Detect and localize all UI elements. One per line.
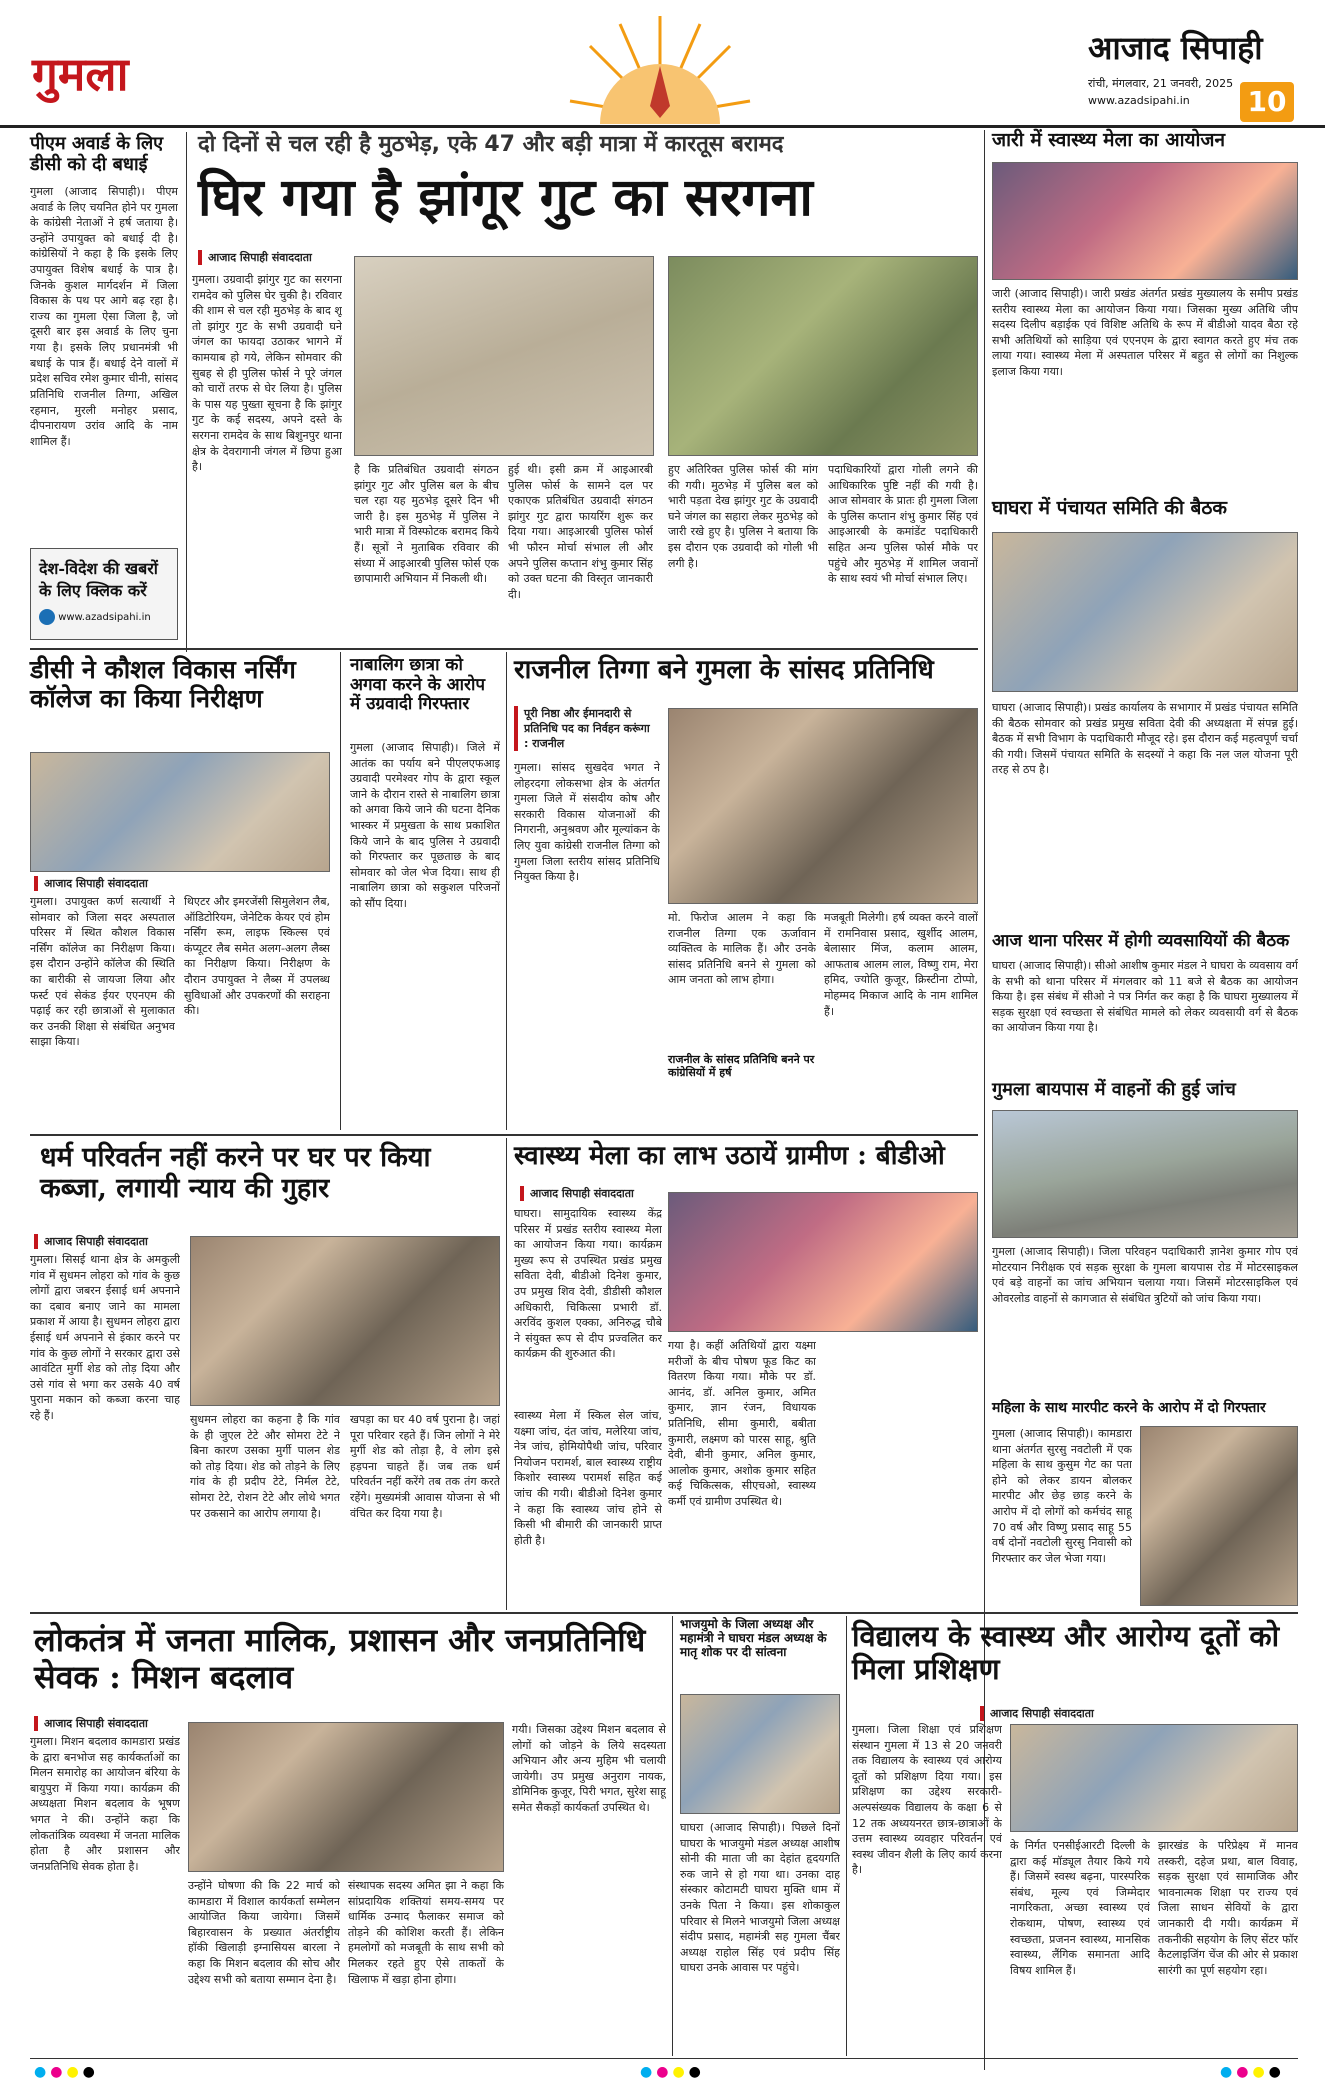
brand-name: आजाद सिपाही bbox=[1088, 29, 1263, 67]
lead-body-1: गुमला। उग्रवादी झांगुर गुट का सरगना रामदेव को पुलिस घेर चुकी है। रविवार की शाम से चल रही मुठभेड़ के बाद शू तो झांगुर गुट के सभी उग्रवादी घने जंगल का फायदा उठाकर भागने में कामयाब हो गये, लेकिन सोमवार की सुबह से ही पुलिस फोर्स ने पूरे जंगल को चारों तरफ से घेर लिया है। पुलिस के पास यह पुख्ता सूचना है कि झांगुर गुट के कई सदस्य, अपने दस्ते के सरगना रामदेव के साथ बिशुनपुर थाना क्षेत्र के देवरागानी जंगल में छिपा हुआ है। bbox=[192, 273, 342, 474]
condolence-body: घाघरा (आजाद सिपाही)। पिछले दिनों घाघरा के भाजयुमो मंडल अध्यक्ष आशीष सोनी की माता जी का देहांत हृदयगति रुक जाने से हो गया था। उनका दाह संस्कार कोटामटी घाघरा मुक्ति धाम में उनके पिता ने किया। इस शोकाकुल परिवार से मिलने भाजयुमो जिला अध्यक्ष संदीप प्रसाद, महामंत्री सह गुमला चैंबर अध्यक्ष राहोल सिंह एवं प्रदीप सिंह घाघरा उनके आवास पर पहुंचे। bbox=[680, 1821, 840, 1975]
conversion-headline: धर्म परिवर्तन नहीं करने पर घर पर किया कब्जा, लगायी न्याय की गुहार bbox=[40, 1142, 431, 1205]
registration-dots-right: ●●●● bbox=[1220, 2064, 1285, 2080]
traders-meeting-body: घाघरा (आजाद सिपाही)। सीओ आशीष कुमार मंडल ने घाघरा के व्यवसाय वर्ग के सभी को थाना परिसर में मंगलवार को 11 बजे से बैठक का आयोजन किया है। इस संबंध में सीओ ने पत्र निर्गत कर कहा है कि घाघरा मुख्यालय में सड़क सुरक्षा एवं स्वच्छता से संबंधित मामले को लेकर व्यवसायी वर्ग से बैठक का आयोजन किया गया है। bbox=[992, 959, 1298, 1035]
rajnil-appointment-photo bbox=[668, 708, 978, 904]
conversion-body-1: गुमला। सिसई थाना क्षेत्र के अमकुली गांव में सुधमन लोहरा को गांव के कुछ लोगों द्वारा जबरन ईसाई धर्म अपनाने का दबाव बनाए जाने का मामला प्रकाश में आया है। सुधमन लोहरा द्वारा ईसाई धर्म अपनाने से इंकार करने पर गांव के कुछ लोगों ने सरकार द्वारा उसे आवंटित मुर्गी शेड को तोड़ दिया और उसे गांव से भगा कर उसके 40 वर्ष पुराना मकान को कब्जा करना चाह रहे हैं। bbox=[30, 1253, 180, 1423]
rajnil-subhead: पूरी निष्ठा और ईमानदारी से प्रतिनिधि पद का निर्वहन करूंगा : राजनील bbox=[514, 706, 654, 751]
health-fair-body-1: घाघरा। सामुदायिक स्वास्थ्य केंद्र परिसर में प्रखंड स्तरीय स्वास्थ्य मेला का आयोजन किया गया। कार्यक्रम मुख्य रूप से उपस्थित प्रखंड प्रमुख सविता देवी, बीडीओ दिनेश कुमार, उप प्रमुख शिव देवी, डीडीसी कौशल अधिकारी, चिकित्सा प्रभारी डॉ. अरविंद कुशल एक्का, अनिरुद्ध चौबे ने संयुक्त रूप से दीप प्रज्वलित कर कार्यक्रम की शुरुआत की। bbox=[514, 1207, 662, 1361]
dc-byline: आजाद सिपाही संवाददाता bbox=[34, 876, 148, 891]
conversion-victims-photo bbox=[190, 1236, 500, 1406]
dc-inspection-body-1: गुमला। उपायुक्त कर्ण सत्यार्थी ने सोमवार को जिला सदर अस्पताल परिसर में स्थित कौशल विकास नर्सिंग कॉलेज का निरीक्षण किया। इस दौरान उन्होंने कॉलेज की स्थिति का बारीकी से जायजा लिया और फर्स्ट एवं सेकंड ईयर एएनएम की पढ़ाई कर रही छात्राओं से मुलाकात कर उनकी शिक्षा से संबंधित अनुभव साझा किया। bbox=[30, 895, 175, 1049]
school-health-body-3: झारखंड के परिप्रेक्ष्य में मानव तस्करी, दहेज प्रथा, बाल विवाह, सड़क सुरक्षा एवं सामाजिक और भावनात्मक शिक्षा पर राज्य एवं जिला साधन सेवियों के द्वारा जानकारी दी गयी। कार्यक्रम में तकनीकी सहयोग के लिए सेंटर फॉर कैटलाइजिंग चेंज की ओर से प्रकाश सारंगी का पूर्ण सहयोग रहा। bbox=[1158, 1839, 1298, 1977]
dc-inspection-photo bbox=[30, 752, 330, 872]
rajnil-body-1: गुमला। सांसद सुखदेव भगत ने लोहरदगा लोकसभा क्षेत्र के अंतर्गत गुमला जिले में संसदीय कोष और सरकारी विकास योजनाओं की निगरानी, अनुश्रवण और मूल्यांकन के लिए युवा कांग्रेसी राजनील तिग्गा को गुमला जिला स्तरीय सांसद प्रतिनिधि नियुक्त किया है। bbox=[514, 761, 660, 884]
traders-meeting-headline: आज थाना परिसर में होगी व्यवसायियों की बैठक bbox=[992, 931, 1290, 951]
rajnil-body-3: मजबूती मिलेगी। हर्ष व्यक्त करने वालों में रामनिवास प्रसाद, खुर्शीद आलम, बेलासार मिंज, कलाम आलम, आफताब आलम लाल, विष्णु राम, मेरा हमिद, ज्योति कुजूर, क्रिस्टीना टोप्पो, मोहम्मद मिकाज आदि के नाम शामिल हैं। bbox=[824, 911, 978, 1018]
mission-badlav-headline: लोकतंत्र में जनता मालिक, प्रशासन और जनप्रतिनिधि सेवक : मिशन बदलाव bbox=[34, 1621, 646, 1696]
jari-fair-photo bbox=[992, 162, 1298, 280]
mission-badlav-body-4: गयी। जिसका उद्देश्य मिशन बदलाव से लोगों को जोड़ने के लिये सदस्यता अभियान और अन्य मुहिम भी चलायी जायेगी। उप प्रमुख अनुराग नायक, डोमिनिक कुजूर, पिरी भगत, सुरेश साहू समेत सैकड़ों कार्यकर्ता उपस्थित थे। bbox=[512, 1723, 666, 1815]
lead-byline: आजाद सिपाही संवाददाता bbox=[198, 250, 312, 265]
assault-arrest-body: गुमला (आजाद सिपाही)। कामडारा थाना अंतर्गत सुरसु नवटोली में एक महिला के साथ कुसुम गेट का पता होने को लेकर डायन बोलकर मारपीट और छेड़ छाड़ करने के आरोप में दो लोगों को कर्मचंद साहू 70 वर्ष और विष्णु प्रसाद साहू 55 वर्ष दोनों नवटोली सुरसु निवासी को गिरफ्तार कर जेल भेजा गया। bbox=[992, 1427, 1132, 1565]
conversion-body-3: खपड़ा का घर 40 वर्ष पुराना है। जहां पूरा परिवार रहते हैं। जिन लोगों ने मेरे मुर्गी शेड को तोड़ा है, वे लोग इसे हड़पना चाहते हैं। जब तक धर्म परिवर्तन नहीं करेंगे तब तक तंग करते रहेंगे। मुख्यमंत्री आवास योजना से भी वंचित कर दिया गया है। bbox=[350, 1413, 500, 1520]
lead-body-5: पदाधिकारियों द्वारा गोली लगने की आधिकारिक पुष्टि नहीं की गयी है। आज सोमवार के प्रातः ही गुमला जिला के पुलिस कप्तान शंभु कुमार सिंह एवं आइआरबी के कमांडेंट पदाधिकारी सहित अन्य पुलिस फोर्स मौके पर पहुंचे और मुठभेड़ में शामिल जवानों के साथ स्वयं भी मोर्चा संभाल लिए। bbox=[828, 463, 978, 586]
mission-badlav-photo bbox=[188, 1722, 504, 1872]
health-fair-body-3: गया है। कहीं अतिथियों द्वारा यक्ष्मा मरीजों के बीच पोषण फूड किट का वितरण किया गया। मौके पर डॉ. आनंद, डॉ. अनिल कुमार, अमित कुमार, ज्ञान रंजन, विधायक प्रतिनिधि, सीमा कुमारी, बबीता कुमारी, लक्ष्मण को पारस साहू, श्रुति देवी, बीनी कुमार, अनिल कुमार, आलोक कुमार, अशोक कुमार सहित कई चिकित्सक, सीएचओ, स्वास्थ्य कर्मी एवं ग्रामीण उपस्थित थे। bbox=[668, 1339, 816, 1509]
lead-body-2: है कि प्रतिबंधित उग्रवादी संगठन झांगुर गुट और पुलिस बल के बीच चल रहा यह मुठभेड़ दूसरे दिन भी जारी है। इस मुठभेड़ में पुलिस ने भारी मात्रा में विस्फोटक बरामद किये हैं। सूत्रों ने मुताबिक रविवार की संध्या में आइआरबी पुलिस फोर्स एक छापामारी अभियान में निकली थी। bbox=[354, 463, 499, 586]
dc-inspection-headline: डीसी ने कौशल विकास नर्सिंग कॉलेज का किया निरीक्षण bbox=[30, 655, 296, 713]
school-health-body-1: गुमला। जिला शिक्षा एवं प्रशिक्षण संस्थान गुमला में 13 से 20 जनवरी तक विद्यालय के स्वास्थ्य एवं आरोग्य दूतों को प्रशिक्षण दिया गया। इस प्रशिक्षण का उद्देश्य सरकारी-अल्पसंख्यक विद्यालय के कक्षा 6 से 12 तक अध्ययनरत छात्र-छात्राओं के उत्तम स्वास्थ्य व्यवहार परिवर्तन एवं स्वस्थ जीवन शैली के लिए कार्य करना है। bbox=[852, 1723, 1002, 1877]
sun-logo-icon bbox=[560, 6, 760, 124]
health-fair-headline: स्वास्थ्य मेला का लाभ उठायें ग्रामीण : बीडीओ bbox=[514, 1141, 945, 1171]
conversion-byline: आजाद सिपाही संवाददाता bbox=[34, 1234, 148, 1249]
lead-body-4: हुए अतिरिक्त पुलिस फोर्स की मांग की गयी। मुठभेड़ में पुलिस बल को भारी पड़ता देख झांगुर गुट के उग्रवादी घने जंगल का सहारा लेकर मुठभेड़ को जारी रखे हुए है। पुलिस ने बताया कि इस दौरान एक उग्रवादी को गोली भी लगी है। bbox=[668, 463, 818, 570]
jari-fair-body: जारी (आजाद सिपाही)। जारी प्रखंड अंतर्गत प्रखंड मुख्यालय के समीप प्रखंड स्तरीय स्वास्थ्य मेला का आयोजन किया गया। जिसका मुख्य अतिथि जीप सदस्य दिलीप बड़ाईक एवं विशिष्ट अतिथि के रूप में बीडीओ यादव बैठा रहे सभी अतिथियों को साड़िया एवं एएनएम के द्वारा स्वागत करते हुए मंच तक लाया गया। स्वास्थ्य मेला में अस्पताल परिसर में बहुत से लोगों का निशुल्क इलाज किया गया। bbox=[992, 287, 1298, 379]
assault-arrest-headline: महिला के साथ मारपीट करने के आरोप में दो गिरफ्तार bbox=[992, 1400, 1266, 1416]
promo-url[interactable]: www.azadsipahi.in bbox=[58, 612, 151, 623]
rajnil-subhead-2: राजनील के सांसद प्रतिनिधि बनने पर कांग्रेसियों में हर्ष bbox=[668, 1053, 815, 1079]
pm-award-body: गुमला (आजाद सिपाही)। पीएम अवार्ड के लिए चयनित होने पर गुमला के कांग्रेसी नेताओं ने हर्ष जताया है। उन्होंने उपायुक्त को बधाई दी है। कांग्रेसियों ने कहा है कि इसके लिए उपायुक्त विशेष बधाई के पात्र है। जिनके कुशल मार्गदर्शन में जिला विकास के पथ पर आगे बढ़ रहा है। राज्य का गुमला ऐसा जिला है, जो दूसरी बार इस अवार्ड के लिए चुना गया है। इसके लिए प्रधानमंत्री भी बधाई के पात्र हैं। बधाई देने वालों में प्रदेश सचिव रमेश कुमार चीनी, सांसद प्रतिनिधि राजनील तिग्गा, अखिल रहमान, मुरली मनोहर प्रसाद, दीपनारायण उरांव आदि के नाम शामिल हैं। bbox=[30, 185, 178, 448]
bypass-check-photo bbox=[992, 1110, 1298, 1238]
bypass-check-body: गुमला (आजाद सिपाही)। जिला परिवहन पदाधिकारी ज्ञानेश कुमार गोप एवं मोटरयान निरीक्षक एवं सड़क सुरक्षा के गुमला बायपास रोड में मोटरसाइकल एवं बड़े वाहनों का जांच अभियान चलाया गया। जिसमें मोटरसाइकिल एवं ओवरलोड वाहनों से कागजात से संबंधित त्रुटियों को जांच किया गया। bbox=[992, 1245, 1298, 1305]
mission-badlav-body-2: उन्होंने घोषणा की कि 22 मार्च को कामडारा में विशाल कार्यकर्ता सम्मेलन आयोजित किया जायेगा। जिसमें बिहारवासन के प्रख्यात अंतर्राष्ट्रीय हॉकी खिलाड़ी इग्नासियस बारला ने कहा कि मिशन बदलाव की सोच और उद्देश्य सभी को बताया सम्मान देना है। bbox=[188, 1879, 340, 1986]
panchayat-photo bbox=[992, 532, 1298, 692]
school-health-body-2: के निर्गत एनसीईआरटी दिल्ली के द्वारा कई मॉड्यूल तैयार किये गये हैं। जिसमें स्वस्थ बढ़ना, पारस्परिक संबंध, मूल्य एवं जिम्मेदार नागरिकता, अच्छा स्वास्थ्य एवं रोकथाम, पोषण, स्वास्थ्य एवं स्वच्छता, प्रजनन स्वास्थ्य, मानसिक स्वास्थ्य, लैंगिक समानता आदि विषय शामिल हैं। bbox=[1010, 1839, 1150, 1977]
section-title: गुमला bbox=[32, 47, 129, 101]
accused-photo bbox=[1140, 1426, 1298, 1606]
condolence-photo bbox=[680, 1694, 840, 1814]
site-url[interactable]: www.azadsipahi.in bbox=[1088, 94, 1190, 107]
rajnil-headline: राजनील तिग्गा बने गुमला के सांसद प्रतिनिधि bbox=[514, 655, 934, 685]
health-fair-photo bbox=[668, 1192, 978, 1332]
panchayat-headline: घाघरा में पंचायत समिति की बैठक bbox=[992, 497, 1228, 519]
health-fair-body-2: स्वास्थ्य मेला में स्किल सेल जांच, यक्ष्मा जांच, दंत जांच, मलेरिया जांच, नेत्र जांच, होमियोपैथी जांच, परिवार नियोजन परामर्श, बाल स्वास्थ्य राष्ट्रीय किशोर स्वास्थ्य परामर्श सहित कई जांच की गयी। बीडीओ दिनेश कुमार ने कहा कि स्वास्थ्य जांच होने से किसी भी बीमारी की जानकारी प्राप्त होती है। bbox=[514, 1409, 662, 1547]
mission-badlav-body-1: गुमला। मिशन बदलाव कामडारा प्रखंड के द्वारा बनभोज सह कार्यकर्ताओं का मिलन समारोह का आयोजन बंरिया के बायुपुरा में किया गया। कार्यक्रम की अध्यक्षता मिशन बदलाव के भूषण भगत ने की। उन्होंने कहा कि लोकतांत्रिक व्यवस्था में जनता मालिक होता है और प्रशासन और जनप्रतिनिधि सेवक होता है। bbox=[30, 1735, 180, 1873]
website-promo[interactable] bbox=[30, 548, 178, 640]
school-health-photo bbox=[1010, 1724, 1298, 1832]
lead-kicker: दो दिनों से चल रही है मुठभेड़, एके 47 और बड़ी मात्रा में कारतूस बरामद bbox=[198, 132, 784, 157]
dc-inspection-body-2: थिएटर और इमरजेंसी सिमुलेशन लैब, ऑडिटोरियम, जेनेटिक केयर एवं होम नर्सिंग रूम, लाइफ स्किल्स एवं कंप्यूटर लैब समेत अलग-अलग लैब्स का निरीक्षण किया। निरीक्षण के दौरान उपायुक्त ने लैब्स में उपलब्ध सुविधाओं और उपकरणों की सराहना की। bbox=[184, 895, 330, 1018]
lead-body-3: हुई थी। इसी क्रम में आइआरबी पुलिस फोर्स के सामने दल पर एकाएक प्रतिबंधित उग्रवादी संगठन झांगुर गुट द्वारा फायरिंग शुरू कर दिया गया। आइआरबी पुलिस फोर्स भी फौरन मोर्चा संभाल ली और अपने पुलिस कप्तान शंभु कुमार सिंह को उक्त घटना की विस्तृत जानकारी दी। bbox=[508, 463, 653, 601]
bypass-check-headline: गुमला बायपास में वाहनों की हुई जांच bbox=[992, 1079, 1236, 1100]
jari-fair-headline: जारी में स्वास्थ्य मेला का आयोजन bbox=[992, 129, 1226, 151]
lead-headline: घिर गया है झांगूर गुट का सरगना bbox=[198, 167, 813, 228]
dateline: रांची, मंगलवार, 21 जनवरी, 2025 bbox=[1088, 77, 1234, 90]
health-fair-byline: आजाद सिपाही संवाददाता bbox=[520, 1186, 634, 1201]
school-health-byline: आजाद सिपाही संवाददाता bbox=[980, 1706, 1094, 1721]
minor-kidnap-headline: नाबालिग छात्रा को अगवा करने के आरोप में उग्रवादी गिरफ्तार bbox=[350, 655, 486, 715]
panchayat-body: घाघरा (आजाद सिपाही)। प्रखंड कार्यालय के सभागार में प्रखंड पंचायत समिति की बैठक सोमवार को प्रखंड प्रमुख सविता देवी की अध्यक्षता में संपन्न हुई। बैठक में सभी विभाग के पदाधिकारी मौजूद रहे। इस दौरान कई महत्वपूर्ण चर्चा की गयी। जिसमें पंचायत समिति के सदस्यों ने कहा कि नल जल योजना पूरी तरह से ठप है। bbox=[992, 701, 1298, 777]
rajnil-body-2: मो. फिरोज आलम ने कहा कि राजनील तिग्गा एक ऊर्जावान व्यक्तित्व के मालिक हैं। और उनके सांसद प्रतिनिधि बनने से गुमला को आम जनता को लाभ होगा। bbox=[668, 911, 816, 987]
promo-text: देश-विदेश की खबरों के लिए क्लिक करें bbox=[39, 559, 158, 600]
minor-kidnap-body: गुमला (आजाद सिपाही)। जिले में आतंक का पर्याय बने पीएलएफआइ उग्रवादी परमेश्वर गोप के द्वारा स्कूल जाने के दौरान रास्ते से नाबालिग छात्रा को अगवा किये जाने की घटना दैनिक भास्कर में प्रमुखता के साथ प्रकाशित किये जाने के बाद पुलिस ने उग्रवादी को गिरफ्तार कर पूछताछ के बाद सोमवार को जेल भेज दिया। साथ ही नाबालिग छात्रा को सकुशल परिजनों को सौंप दिया। bbox=[350, 741, 500, 911]
police-patrol-photo bbox=[668, 256, 978, 456]
conversion-body-2: सुधमन लोहरा का कहना है कि गांव के ही जुएल टेटे और सोमरा टेटे ने बिना कारण उसका मुर्गी पालन शेड को तोड़ दिया। शेड को तोड़ने के लिए गांव के ही प्रदीप टेटे, निर्मल टेटे, सोमरा टेटे, रोशन टेटे और लोथे भगत पर उकसाने का आरोप लगाया है। bbox=[190, 1413, 340, 1520]
seized-weapons-photo bbox=[354, 256, 654, 456]
globe-icon bbox=[39, 609, 55, 625]
pm-award-headline: पीएम अवार्ड के लिए डीसी को दी बधाई bbox=[30, 133, 164, 175]
page-number: 10 bbox=[1240, 82, 1294, 122]
mission-badlav-byline: आजाद सिपाही संवाददाता bbox=[34, 1716, 148, 1731]
mission-badlav-body-3: संस्थापक सदस्य अमित झा ने कहा कि सांप्रदायिक शक्तियां समय-समय पर धार्मिक उन्माद फैलाकर समाज को तोड़ने की कोशिश करती हैं। लेकिन हमलोगों को मजबूती के साथ सभी को मिलकर रहते हुए ऐसे ताकतों के खिलाफ में खड़ा होना होगा। bbox=[348, 1879, 504, 1986]
registration-dots-center: ●●●● bbox=[640, 2064, 705, 2080]
school-health-headline: विद्यालय के स्वास्थ्य और आरोग्य दूतों को मिला प्रशिक्षण bbox=[852, 1619, 1280, 1687]
condolence-headline: भाजयुमो के जिला अध्यक्ष और महामंत्री ने घाघरा मंडल अध्यक्ष के मातृ शोक पर दी सांत्वना bbox=[680, 1617, 827, 1659]
registration-dots: ●●●● bbox=[34, 2064, 99, 2080]
